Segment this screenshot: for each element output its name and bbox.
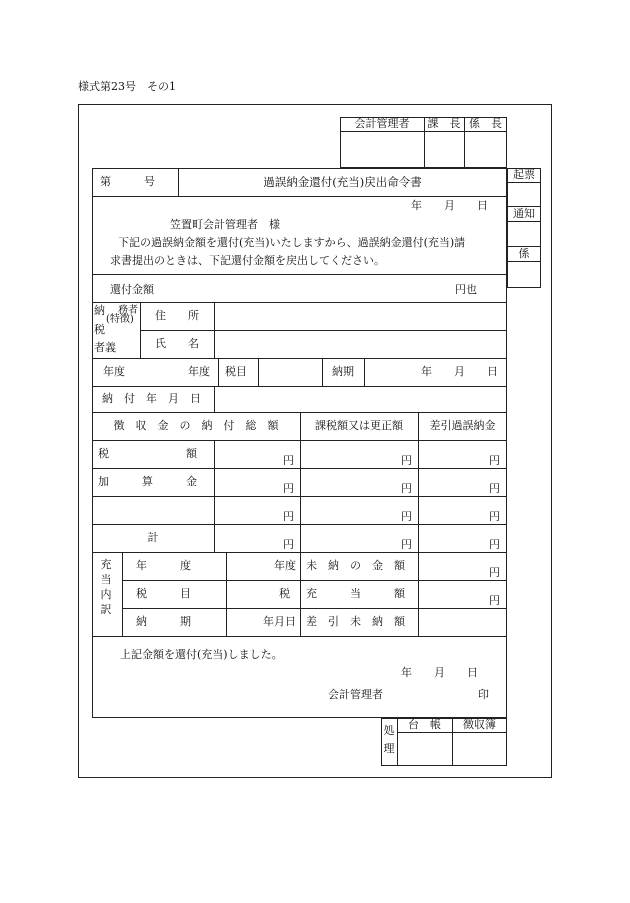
issue-date: 年 月 日: [411, 199, 488, 212]
processing-label: 処理: [383, 724, 395, 755]
due-date: 年 月 日: [421, 365, 498, 378]
body-text-line-1: 下記の過誤納金額を還付(充当)いたしますから、過誤納金還付(充当)請: [118, 236, 466, 249]
approval-header-accounting: 会計管理者: [354, 117, 410, 130]
tax-item-label: 税目: [225, 365, 247, 378]
name-label: 氏 名: [155, 337, 199, 350]
due-period-label: 納期: [332, 365, 354, 378]
document-number-label: 第 号: [100, 175, 155, 188]
header-assessed-amount: 課税額又は更正額: [315, 419, 403, 432]
side-label-notice: 通知: [513, 207, 535, 220]
refund-amount-label: 還付金額: [110, 283, 154, 296]
seal-mark: 印: [478, 688, 489, 701]
document-title: 過誤納金還付(充当)戻出命令書: [263, 175, 422, 189]
side-label-clerk: 係: [518, 247, 530, 260]
header-overpayment: 差引過誤納金: [429, 419, 496, 432]
header-total-payment: 徴 収 金 の 納 付 総 額: [113, 419, 279, 432]
completion-date: 年 月 日: [401, 666, 478, 679]
address-label: 住 所: [155, 309, 199, 322]
completion-signer: 会計管理者: [328, 688, 383, 701]
approval-header-section-chief: 課 長: [427, 117, 461, 130]
completion-text: 上記金額を還付(充当)しました。: [120, 648, 283, 661]
processing-header-collection-book: 徴収簿: [463, 718, 496, 731]
allocation-side-label: 充当内訳: [100, 558, 112, 616]
processing-header-ledger: 台 帳: [408, 718, 441, 731]
form-number: 様式第23号 その1: [78, 80, 176, 93]
payment-date-label: 納 付 年 月 日: [102, 392, 201, 405]
side-label-drafting: 起票: [513, 168, 535, 181]
fiscal-year-suffix: 年度: [188, 365, 210, 378]
fiscal-year-label: 年度: [103, 365, 125, 378]
addressee: 笠置町会計管理者 様: [170, 218, 280, 231]
approval-header-subsection-chief: 係 長: [469, 117, 502, 130]
body-text-line-2: 求書提出のときは、下記還付金額を戻出してください。: [110, 254, 385, 267]
refund-amount-unit: 円也: [455, 283, 477, 296]
